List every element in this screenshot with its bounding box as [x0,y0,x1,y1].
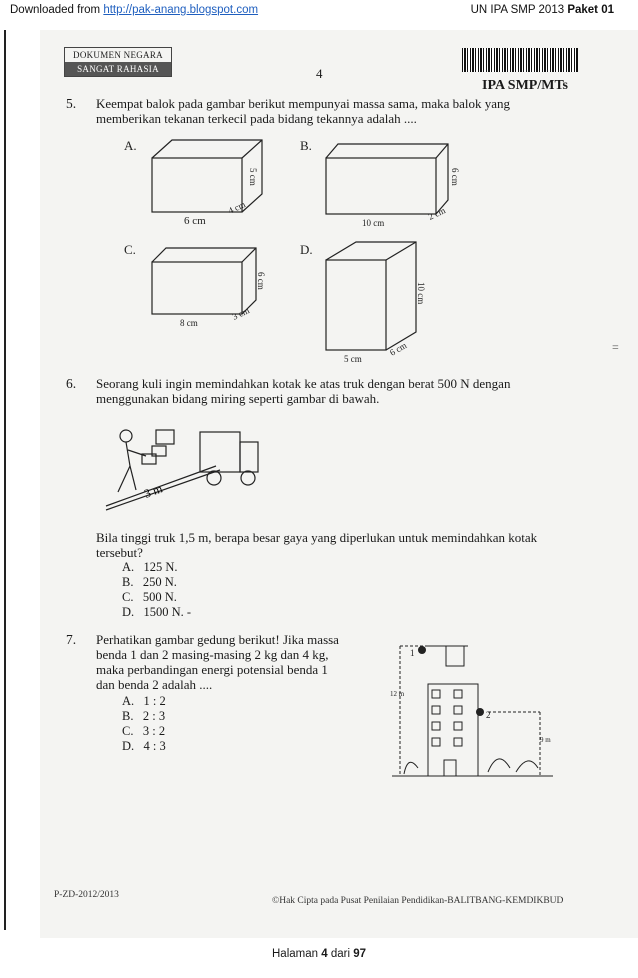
option-letter: A. [122,560,135,574]
q6-text: Seorang kuli ingin memindahkan kotak ke atas truk dengan berat 500 N dengan menggunakan bidang miring seperti gambar di bawah. [96,376,511,406]
q7-number: 7. [66,632,77,647]
q7-option-b[interactable] [122,709,165,724]
option-letter: D. [122,605,135,619]
downloaded-from-label: Downloaded from [10,4,104,16]
option-text: 1500 N. - [143,605,192,619]
q6-option-d[interactable] [122,605,191,620]
worker-head [120,430,132,442]
figure-d-letter: D. [300,242,313,257]
figure-d-width: 5 cm [344,354,362,364]
figure-b-letter: B. [300,138,312,153]
block-c-front [152,262,242,314]
option-letter: C. [122,724,134,738]
option-text: 4 : 3 [143,739,166,753]
truck-wheel-front [241,471,255,485]
option-letter: A. [122,694,135,708]
exam-package: Paket 01 [567,4,614,16]
block-d-depth [326,242,416,350]
figure-a-depth: 4 cm [226,199,247,216]
figure-d-height: 10 cm [416,282,426,305]
q7-option-c[interactable] [122,724,165,739]
figure-b-width: 10 cm [362,218,385,228]
subject-label: IPA SMP/MTs [482,78,568,93]
page-current: 4 [321,948,328,960]
option-letter: B. [122,709,134,723]
figure-a-letter: A. [124,138,137,153]
figure-b-height: 6 cm [450,168,460,186]
building-door [444,760,456,776]
q5-number: 5. [66,96,77,111]
object-1-label: 1 [410,648,415,658]
q7-option-a[interactable] [122,694,166,709]
figure-c-letter: C. [124,242,136,257]
figure-b-depth: 2 cm [426,205,447,222]
trees [404,759,538,774]
q6-option-c[interactable] [122,590,177,605]
download-source [10,4,258,16]
rooftop-structure [446,646,464,666]
q7-option-d[interactable] [122,739,166,754]
height-9-label: 9 m [540,736,551,744]
truck-body [200,432,240,472]
source-link[interactable]: http://pak-anang.blogspot.com [103,4,259,16]
height-12-label: 12 m [390,690,405,698]
figure-c-depth: 3 cm [230,305,251,322]
page-counter [0,948,638,960]
copyright: ©Hak Cipta pada Pusat Penilaian Pendidikan-BALITBANG-KEMDIKBUD [272,896,564,906]
stamp-line-2: SANGAT RAHASIA [65,62,171,76]
option-text: 2 : 3 [142,709,166,723]
ramp-length-label: 3 m [142,481,165,501]
q7-text: Perhatikan gambar gedung berikut! Jika massa benda 1 dan 2 masing-masing 2 kg dan 4 kg, maka perbandingan energi potensial benda 1 dan benda 2 adalah .... [96,632,339,692]
q6-option-b[interactable] [122,575,177,590]
object-2 [476,708,484,716]
page-total: 97 [353,948,366,960]
option-text: 3 : 2 [142,724,166,738]
figure-a-height: 5 cm [248,168,258,186]
truck-wheel-rear [207,471,221,485]
figure-c-width: 8 cm [180,318,198,328]
truck-cab [240,442,258,472]
exam-title [471,4,614,16]
block-b-depth [326,144,448,214]
figure-c-height: 6 cm [256,272,266,290]
document-code: P-ZD-2012/2013 [54,890,119,900]
option-letter: D. [122,739,135,753]
figure-d-depth: 6 cm [388,340,409,358]
object-1 [418,646,426,654]
page-number: 4 [316,66,323,81]
option-text: 500 N. [142,590,177,604]
block-a-depth [152,140,262,212]
q7-building-diagram [388,644,558,804]
block-b-front [326,158,436,214]
block-a-front [152,158,242,212]
q5-figures [100,132,480,372]
block-c-depth [152,248,256,314]
scan-edge [4,30,6,930]
option-letter: C. [122,590,134,604]
option-letter: B. [122,575,134,589]
stamp-line-1: DOKUMEN NEGARA [73,50,163,60]
q6-option-a[interactable] [122,560,178,575]
q6-question: Bila tinggi truk 1,5 m, berapa besar gaya yang diperlukan untuk memindahkan kotak tersebut? [96,530,538,560]
document-stamp [64,47,172,77]
page-counter-prefix: Halaman [272,948,322,960]
option-text: 1 : 2 [143,694,166,708]
object-2-label: 2 [486,710,491,720]
q5-text: Keempat balok pada gambar berikut mempunyai massa sama, maka balok yang memberikan tekanan terkecil pada bidang tekannya adalah .... [96,96,511,126]
margin-mark: = [612,340,619,354]
q6-number: 6. [66,376,77,391]
block-d-front [326,260,386,350]
option-text: 250 N. [142,575,177,589]
q6-truck-illustration [96,418,266,518]
page-counter-middle: dari [327,948,354,960]
barcode [462,48,578,72]
option-text: 125 N. [143,560,178,574]
figure-a-width: 6 cm [184,215,206,227]
exam-title-text: UN IPA SMP 2013 [470,4,568,16]
